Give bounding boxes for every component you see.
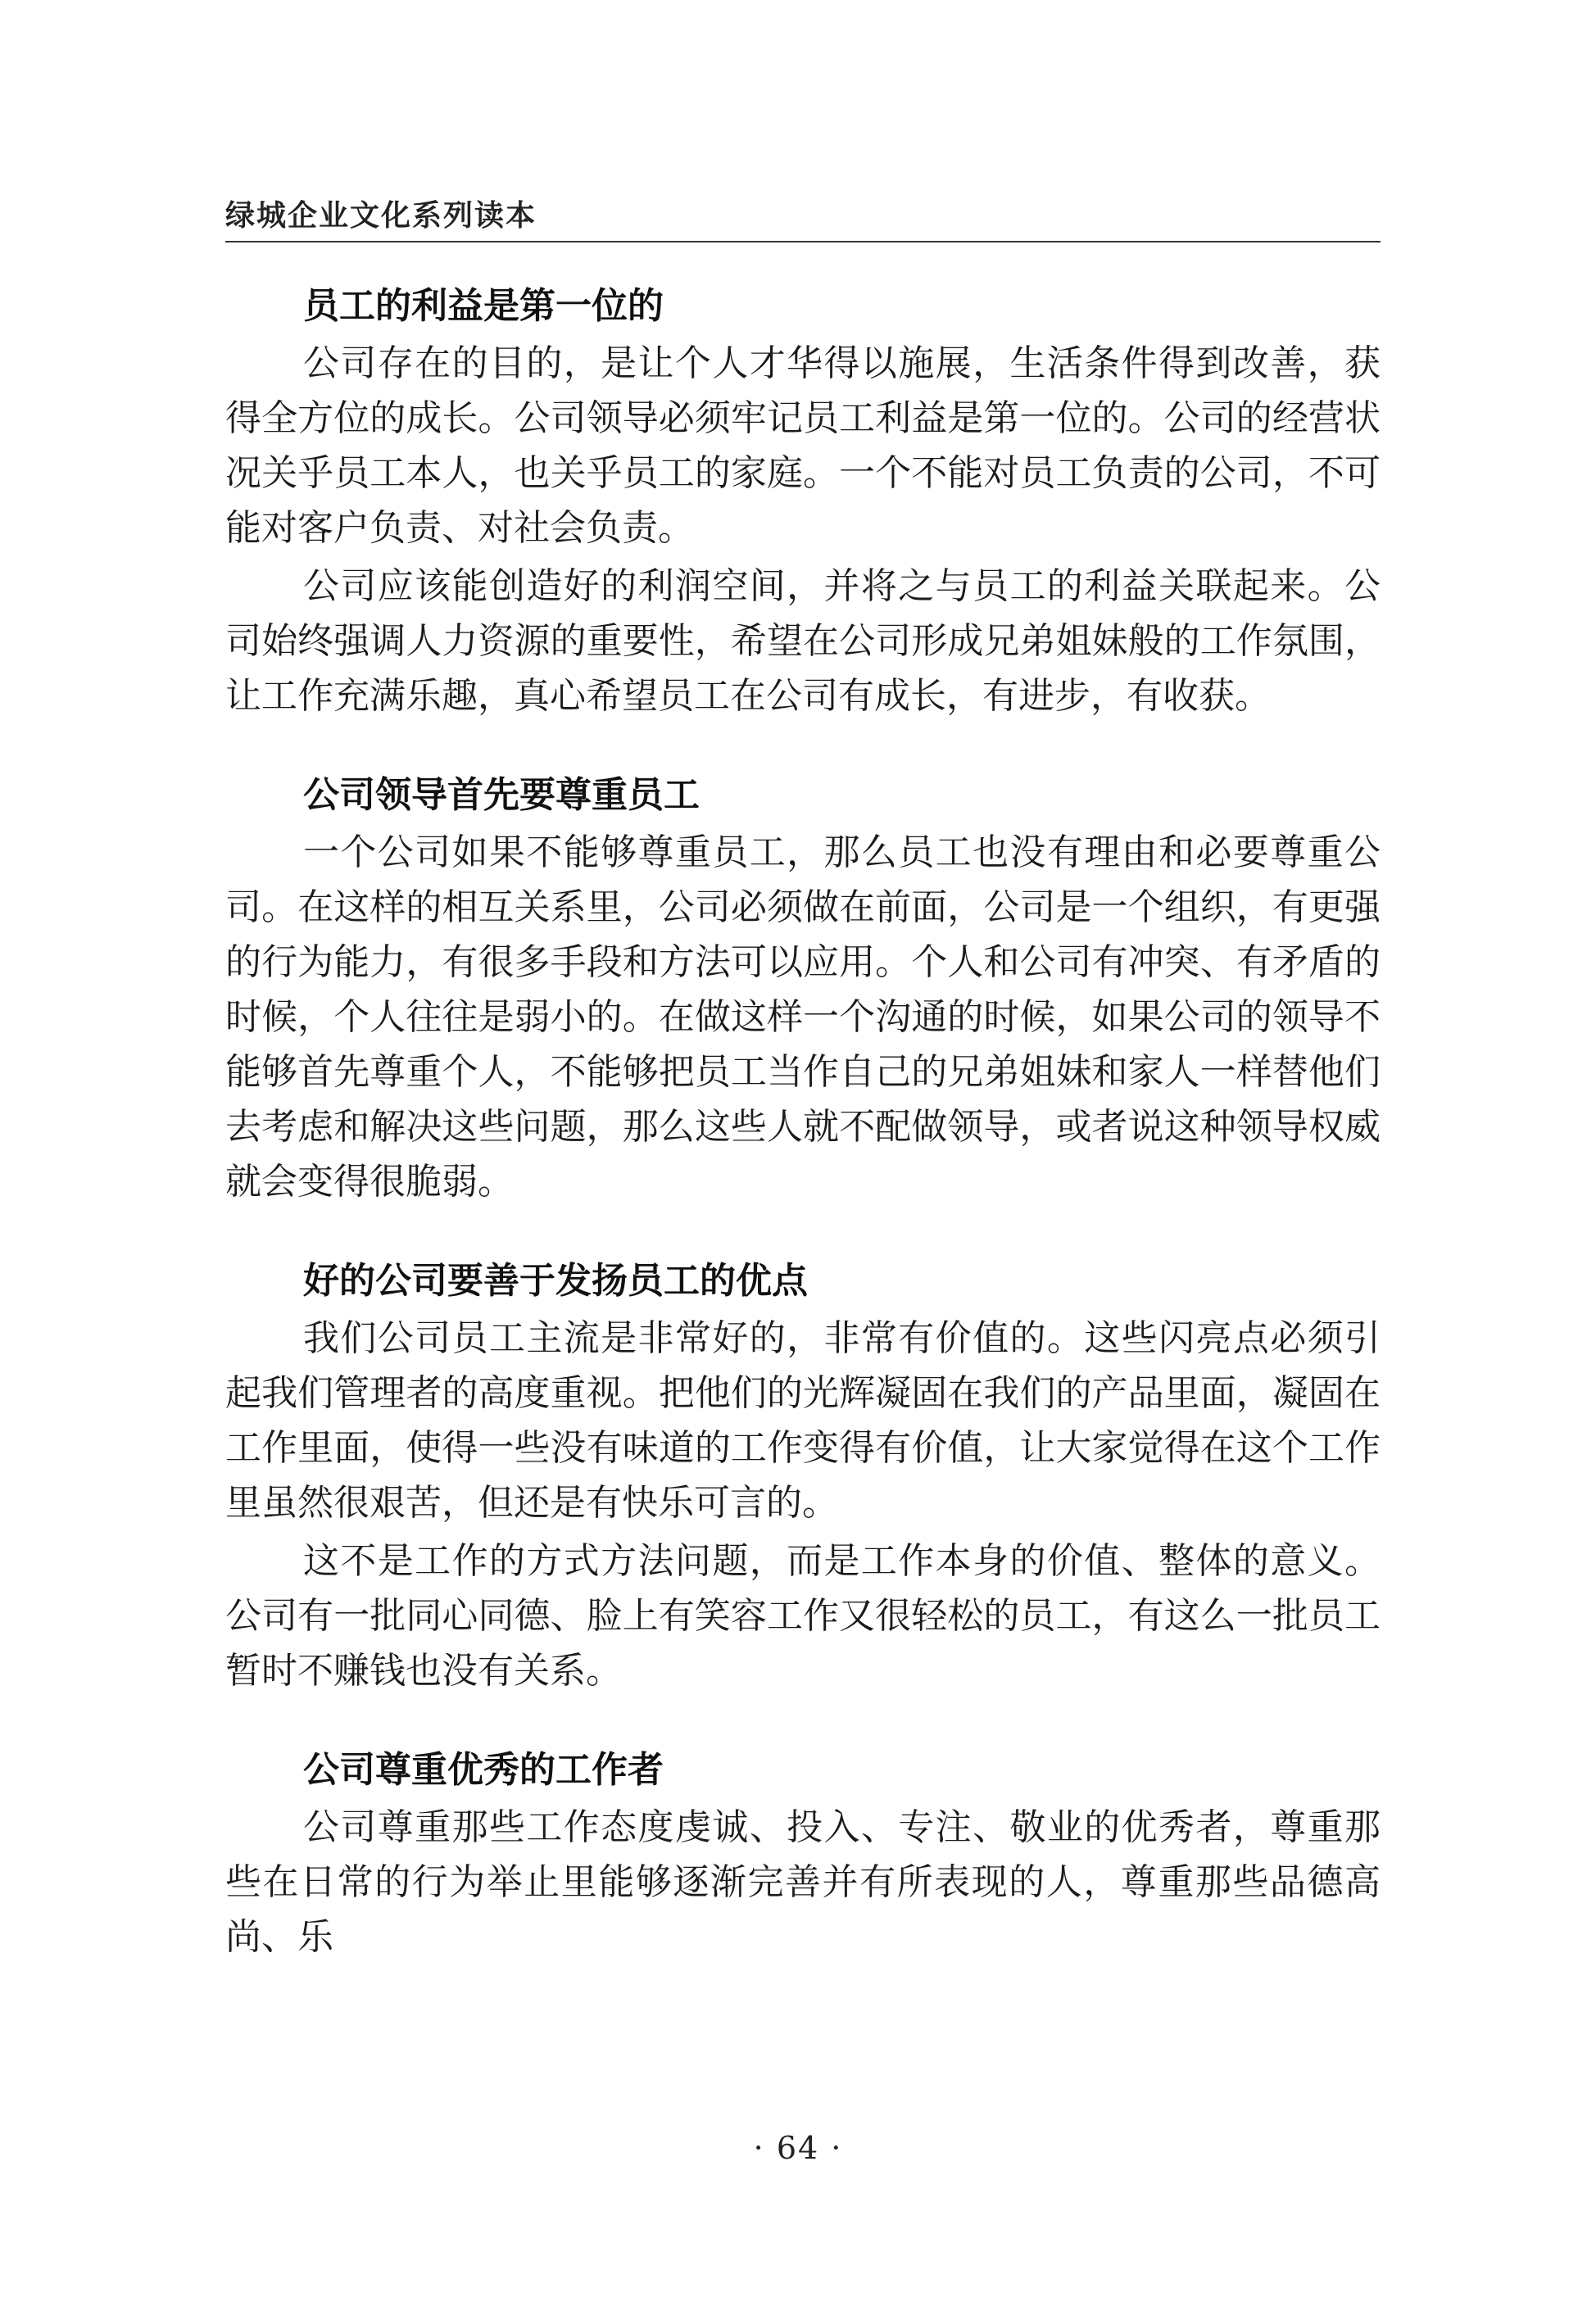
paragraph: 这不是工作的方式方法问题，而是工作本身的价值、整体的意义。公司有一批同心同德、脸上有笑容工作又很轻松的员工，有这么一批员工暂时不赚钱也没有关系。 bbox=[225, 1540, 1381, 1692]
section-title: 公司领导首先要尊重员工 bbox=[303, 774, 700, 816]
section-title: 员工的利益是第一位的 bbox=[303, 285, 664, 327]
section-title: 好的公司要善于发扬员工的优点 bbox=[303, 1260, 808, 1302]
section-employee-strengths bbox=[225, 1257, 1381, 1698]
paragraph: 我们公司员工主流是非常好的，非常有价值的。这些闪亮点必须引起我们管理者的高度重视。把他们的光辉凝固在我们的产品里面，凝固在工作里面，使得一些没有味道的工作变得有价值，让大家觉得在这个工作里虽然很艰苦，但还是有快乐可言的。 bbox=[225, 1317, 1381, 1524]
book-series-title: 绿城企业文化系列读本 bbox=[225, 199, 537, 233]
page-body bbox=[225, 282, 1381, 2012]
page-number: · 64 · bbox=[753, 2130, 843, 2166]
section-employee-interests bbox=[225, 282, 1381, 723]
running-header bbox=[225, 190, 1381, 242]
paragraph: 公司尊重那些工作态度虔诚、投入、专注、敬业的优秀者，尊重那些在日常的行为举止里能够逐渐完善并有所表现的人，尊重那些品德高尚、乐 bbox=[225, 1806, 1381, 1958]
section-respect-employees bbox=[225, 771, 1381, 1209]
paragraph: 公司存在的目的，是让个人才华得以施展，生活条件得到改善，获得全方位的成长。公司领导必须牢记员工利益是第一位的。公司的经营状况关乎员工本人，也关乎员工的家庭。一个不能对员工负责的公司，不可能对客户负责、对社会负责。 bbox=[225, 342, 1381, 549]
paragraph: 公司应该能创造好的利润空间，并将之与员工的利益关联起来。公司始终强调人力资源的重要性，希望在公司形成兄弟姐妹般的工作氛围，让工作充满乐趣，真心希望员工在公司有成长，有进步，有收获。 bbox=[225, 565, 1381, 717]
section-excellent-workers bbox=[225, 1746, 1381, 1964]
section-title: 公司尊重优秀的工作者 bbox=[303, 1749, 664, 1791]
paragraph: 一个公司如果不能够尊重员工，那么员工也没有理由和必要尊重公司。在这样的相互关系里，公司必须做在前面，公司是一个组织，有更强的行为能力，有很多手段和方法可以应用。个人和公司有冲突、有矛盾的时候，个人往往是弱小的。在做这样一个沟通的时候，如果公司的领导不能够首先尊重个人，不能够把员工当作自己的兄弟姐妹和家人一样替他们去考虑和解决这些问题，那么这些人就不配做领导，或者说这种领导权威就会变得很脆弱。 bbox=[225, 832, 1381, 1203]
